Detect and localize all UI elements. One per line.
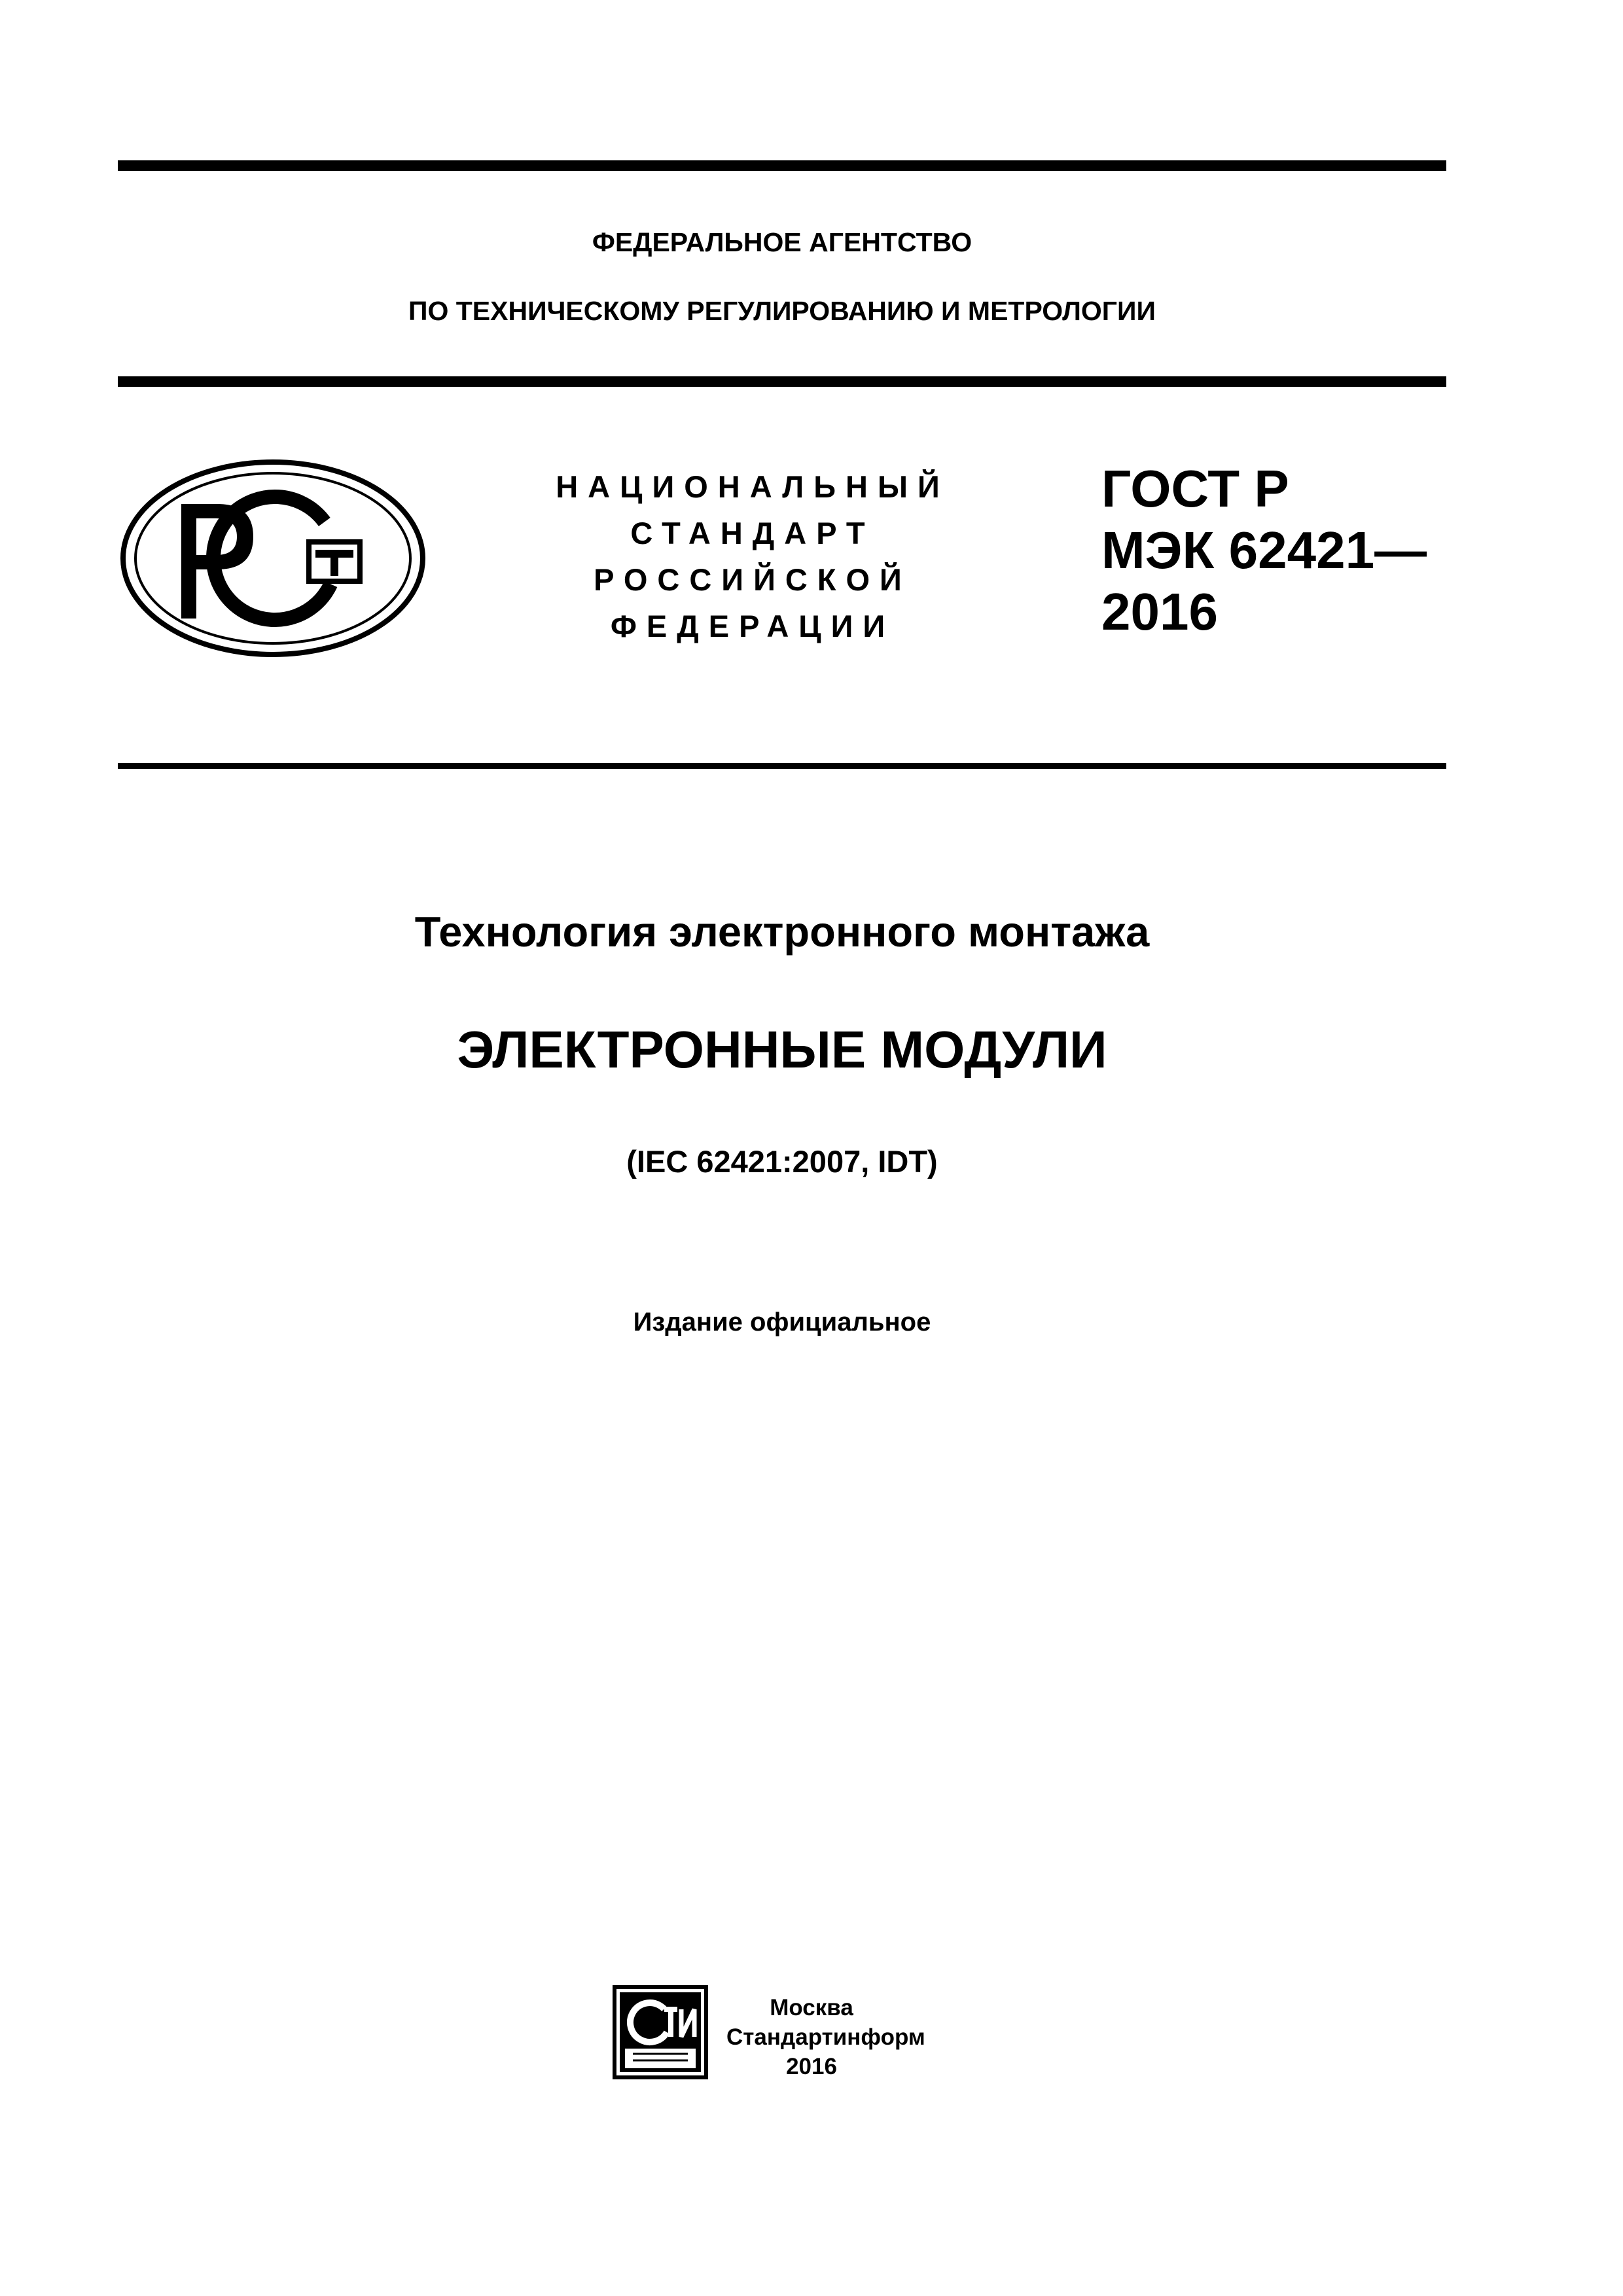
standard-code-line: 2016 <box>1101 583 1218 641</box>
publisher-city: Москва <box>770 1995 853 2020</box>
top-rule <box>118 160 1446 171</box>
document-subject: Технология электронного монтажа <box>414 908 1150 956</box>
standard-code-line: ГОСТ Р <box>1101 459 1289 518</box>
agency-name-line2: ПО ТЕХНИЧЕСКОМУ РЕГУЛИРОВАНИЮ И МЕТРОЛОГИИ <box>408 296 1156 326</box>
national-line: РОССИЙСКОЙ <box>594 562 912 597</box>
national-standard-label <box>517 463 988 649</box>
publisher-name: Стандартинформ <box>726 2024 925 2050</box>
national-line: ФЕДЕРАЦИИ <box>610 609 895 643</box>
national-line: НАЦИОНАЛЬНЫЙ <box>556 469 950 504</box>
edition-label: Издание официальное <box>633 1308 931 1336</box>
middle-rule <box>118 376 1446 387</box>
publication-year: 2016 <box>786 2054 837 2079</box>
document-title: ЭЛЕКТРОННЫЕ МОДУЛИ <box>457 1020 1107 1079</box>
standartinform-logo-icon <box>611 1983 710 2081</box>
bottom-rule <box>118 763 1446 769</box>
agency-name-line1: ФЕДЕРАЛЬНОЕ АГЕНТСТВО <box>592 227 972 257</box>
rst-emblem-icon <box>119 458 427 658</box>
international-reference: (IEC 62421:2007, IDT) <box>626 1144 938 1179</box>
publisher-info <box>726 1993 925 2081</box>
standard-code <box>1101 458 1427 643</box>
national-line: СТАНДАРТ <box>630 516 875 550</box>
standard-code-line: МЭК 62421— <box>1101 521 1427 579</box>
